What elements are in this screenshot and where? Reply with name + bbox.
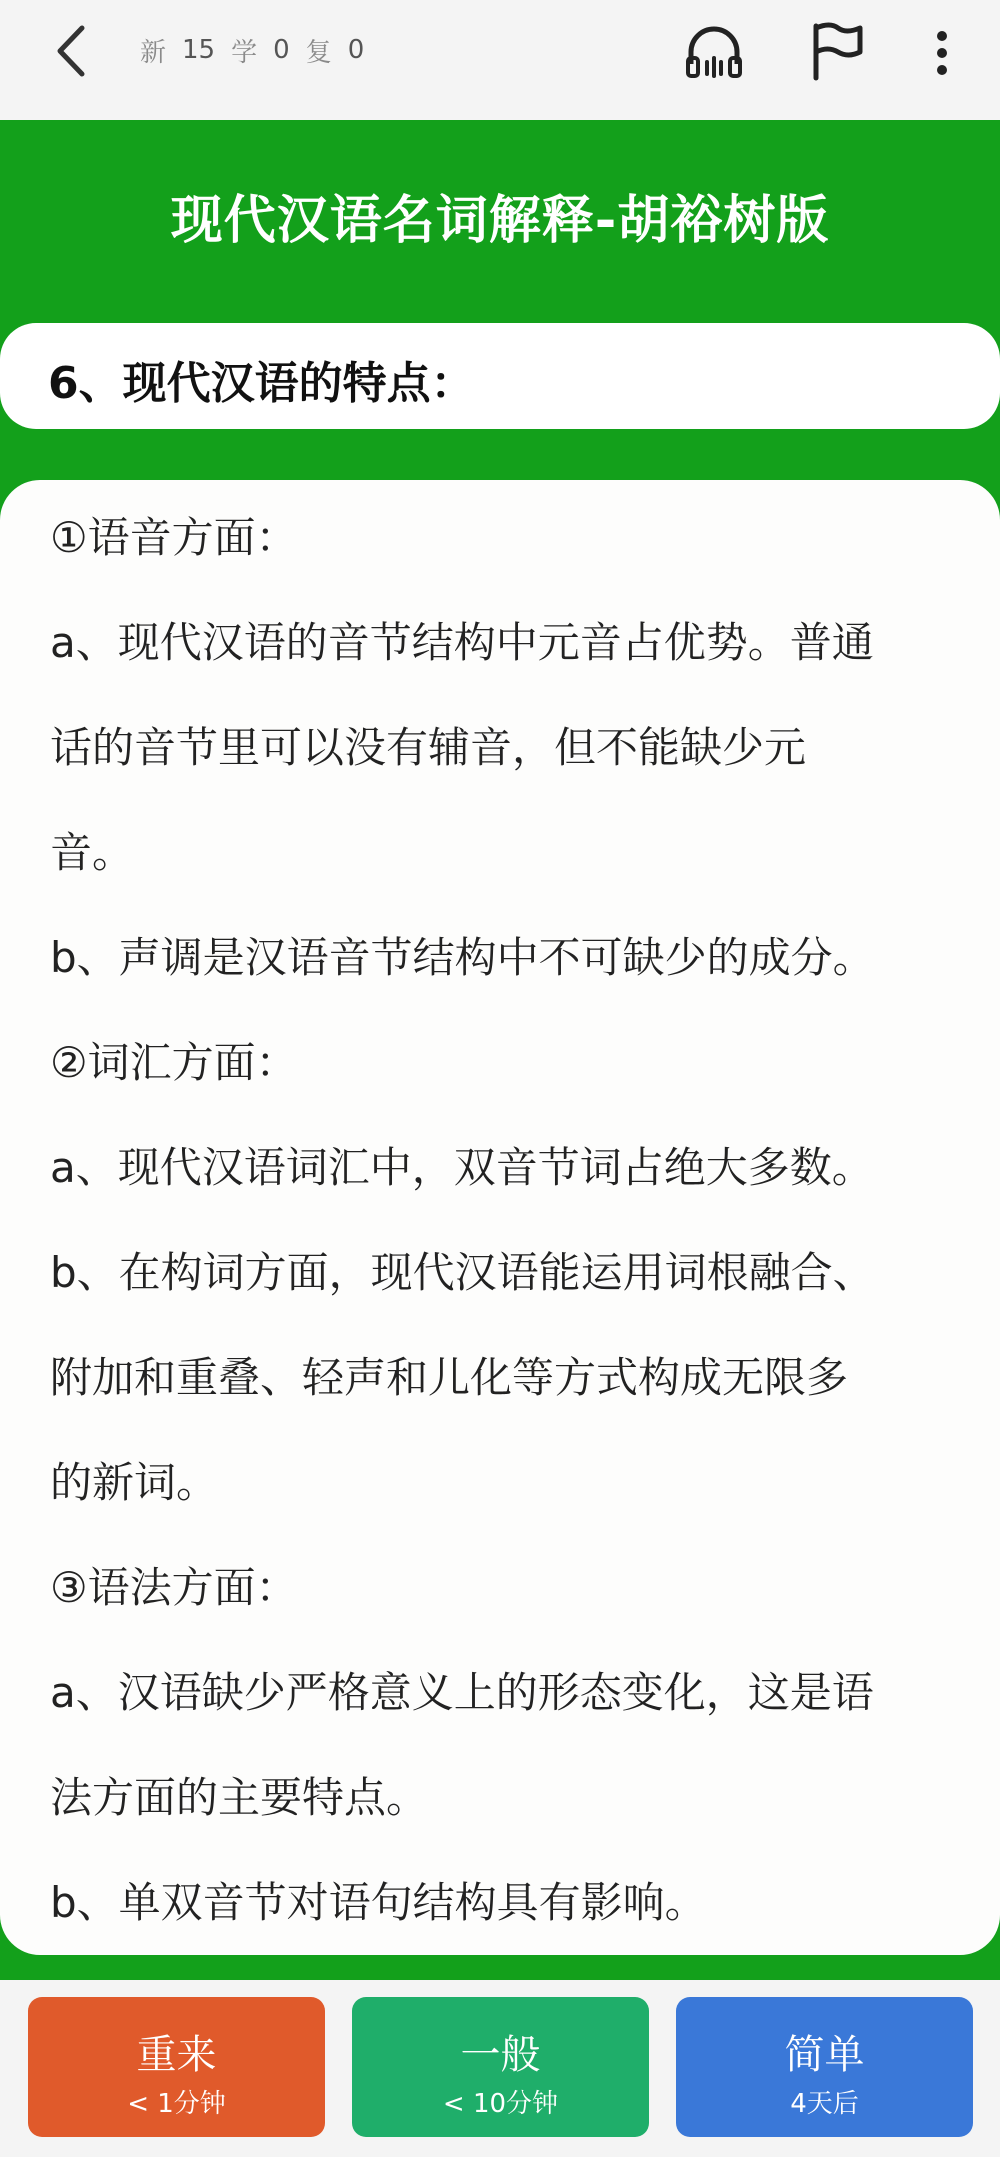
learn-count: 0 bbox=[273, 35, 290, 65]
answer-line: b、声调是汉语音节结构中不可缺少的成分。 bbox=[50, 933, 875, 982]
answer-line: a、现代汉语词汇中，双音节词占绝大多数。 bbox=[50, 1143, 874, 1192]
answer-line: b、单双音节对语句结构具有影响。 bbox=[50, 1878, 707, 1927]
again-label: 重来 bbox=[136, 2032, 217, 2078]
answer-line: ②词汇方面： bbox=[50, 1038, 298, 1087]
answer-line: ③语法方面： bbox=[50, 1563, 298, 1612]
headphones-icon[interactable] bbox=[683, 20, 745, 82]
top-bar bbox=[0, 0, 1000, 120]
more-icon[interactable] bbox=[930, 22, 954, 84]
deck-title: 现代汉语名词解释-胡裕树版 bbox=[170, 191, 830, 251]
again-interval: < 1分钟 bbox=[127, 2089, 226, 2119]
answer-line: 法方面的主要特点。 bbox=[50, 1773, 429, 1822]
review-label: 复 bbox=[305, 37, 332, 68]
flag-icon[interactable] bbox=[808, 20, 864, 82]
answer-line: b、在构词方面，现代汉语能运用词根融合、 bbox=[50, 1248, 875, 1297]
card-counts bbox=[140, 30, 364, 70]
learn-label: 学 bbox=[231, 37, 258, 68]
again-button[interactable] bbox=[28, 1997, 325, 2137]
easy-button[interactable] bbox=[676, 1997, 973, 2137]
back-icon[interactable] bbox=[48, 20, 96, 82]
good-interval: < 10分钟 bbox=[442, 2089, 559, 2119]
question-card bbox=[0, 323, 1000, 429]
new-count: 15 bbox=[182, 35, 216, 65]
easy-label: 简单 bbox=[784, 2032, 865, 2078]
answer-line: ①语音方面： bbox=[50, 513, 298, 562]
answer-line: 的新词。 bbox=[50, 1458, 219, 1507]
new-label: 新 bbox=[140, 37, 167, 68]
good-button[interactable] bbox=[352, 1997, 649, 2137]
answer-line: 附加和重叠、轻声和儿化等方式构成无限多 bbox=[50, 1353, 849, 1402]
answer-card bbox=[0, 480, 1000, 1955]
answer-line: 话的音节里可以没有辅音，但不能缺少元 bbox=[50, 723, 807, 772]
answer-line: 音。 bbox=[50, 828, 135, 877]
answer-line: a、现代汉语的音节结构中元音占优势。普通 bbox=[50, 618, 874, 667]
easy-interval: 4天后 bbox=[790, 2089, 859, 2119]
review-count: 0 bbox=[347, 35, 365, 65]
good-label: 一般 bbox=[460, 2032, 541, 2078]
question-text: 6、现代汉语的特点： bbox=[48, 358, 475, 409]
answer-line: a、汉语缺少严格意义上的形态变化，这是语 bbox=[50, 1668, 874, 1717]
